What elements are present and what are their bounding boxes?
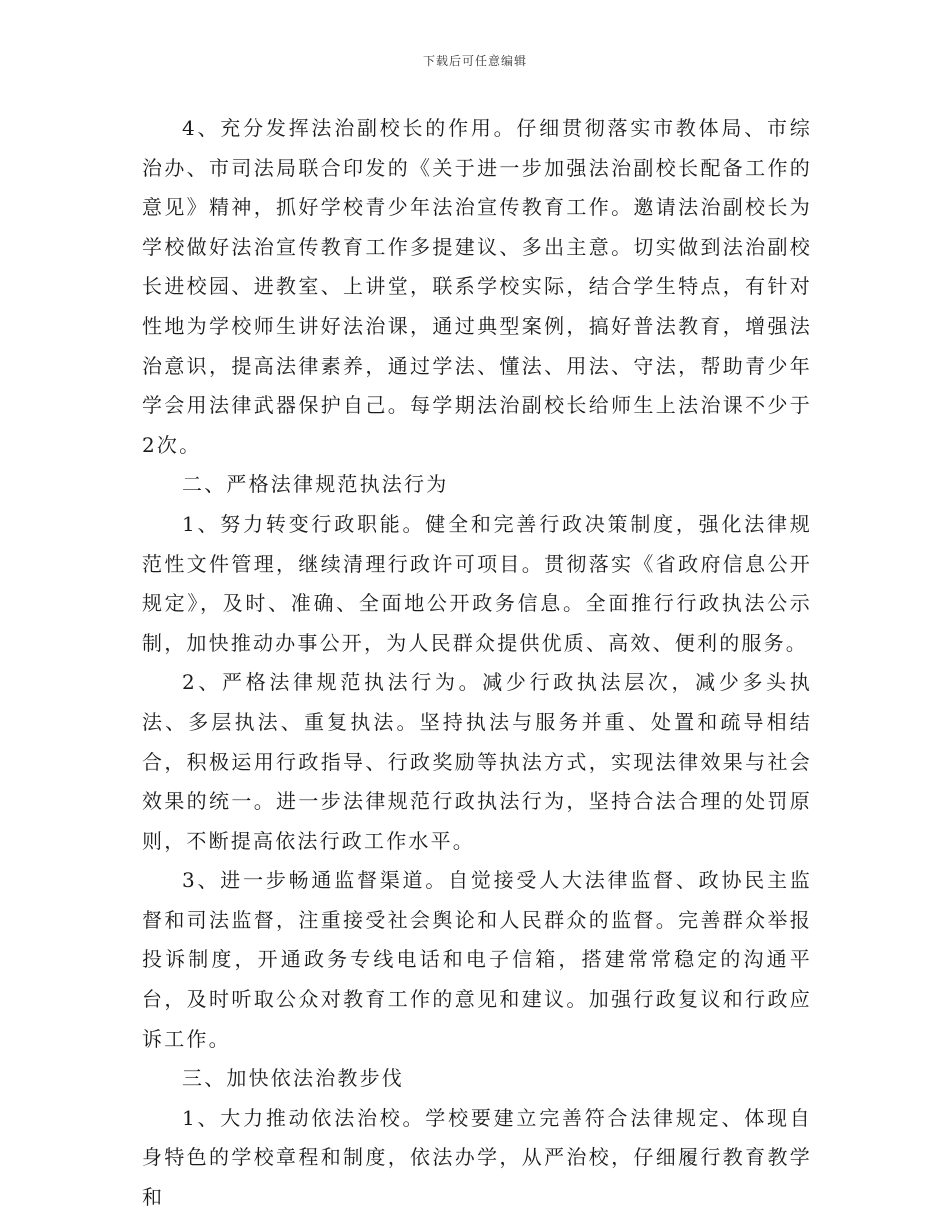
section-heading-2: 二、严格法律规范执法行为 [182, 472, 449, 497]
paragraph-item-2-law-enforcement: 2、严格法律规范执法行为。减少行政执法层次，减少多头执法、多层执法、重复执法。坚持执法与服务并重、处置和疏导相结合，积极运用行政指导、行政奖励等执法方式，实现法律效果与社会效果的统一。进一步法律规范行政执法行为，坚持合法合理的处罚原则，不断提高依法行政工作水平。 [142, 670, 812, 853]
paragraph-item-3-supervision: 3、进一步畅通监督渠道。自觉接受人大法律监督、政协民主监督和司法监督，注重接受社会舆论和人民群众的监督。完善群众举报投诉制度，开通政务专线电话和电子信箱，搭建常常稳定的沟通平台，及时听取公众对教育工作的意见和建议。加强行政复议和行政应诉工作。 [142, 868, 812, 1051]
section-heading-3: 三、加快依法治教步伐 [182, 1066, 404, 1091]
paragraph-item-1-rule-of-law-school: 1、大力推动依法治校。学校要建立完善符合法律规定、体现自身特色的学校章程和制度，依法办学，从严治校，仔细履行教育教学和 [142, 1105, 812, 1210]
paragraph-item-1-administrative-functions: 1、努力转变行政职能。健全和完善行政决策制度，强化法律规范性文件管理，继续清理行政许可项目。贯彻落实《省政府信息公开规定》，及时、准确、全面地公开政务信息。全面推行行政执法公示制，加快推动办事公开，为人民群众提供优质、高效、便利的服务。 [142, 511, 812, 655]
header-note: 下载后可任意编辑 [422, 54, 527, 68]
document-body [142, 109, 812, 1218]
paragraph-item-4-legal-vice-principal: 4、充分发挥法治副校长的作用。仔细贯彻落实市教体局、市综治办、市司法局联合印发的《关于进一步加强法治副校长配备工作的意见》精神，抓好学校青少年法治宣传教育工作。邀请法治副校长为学校做好法治宣传教育工作多提建议、多出主意。切实做到法治副校长进校园、进教室、上讲堂，联系学校实际，结合学生特点，有针对性地为学校师生讲好法治课，通过典型案例，搞好普法教育，增强法治意识，提高法律素养，通过学法、懂法、用法、守法，帮助青少年学会用法律武器保护自己。每学期法治副校长给师生上法治课不少于2次。 [142, 116, 812, 457]
